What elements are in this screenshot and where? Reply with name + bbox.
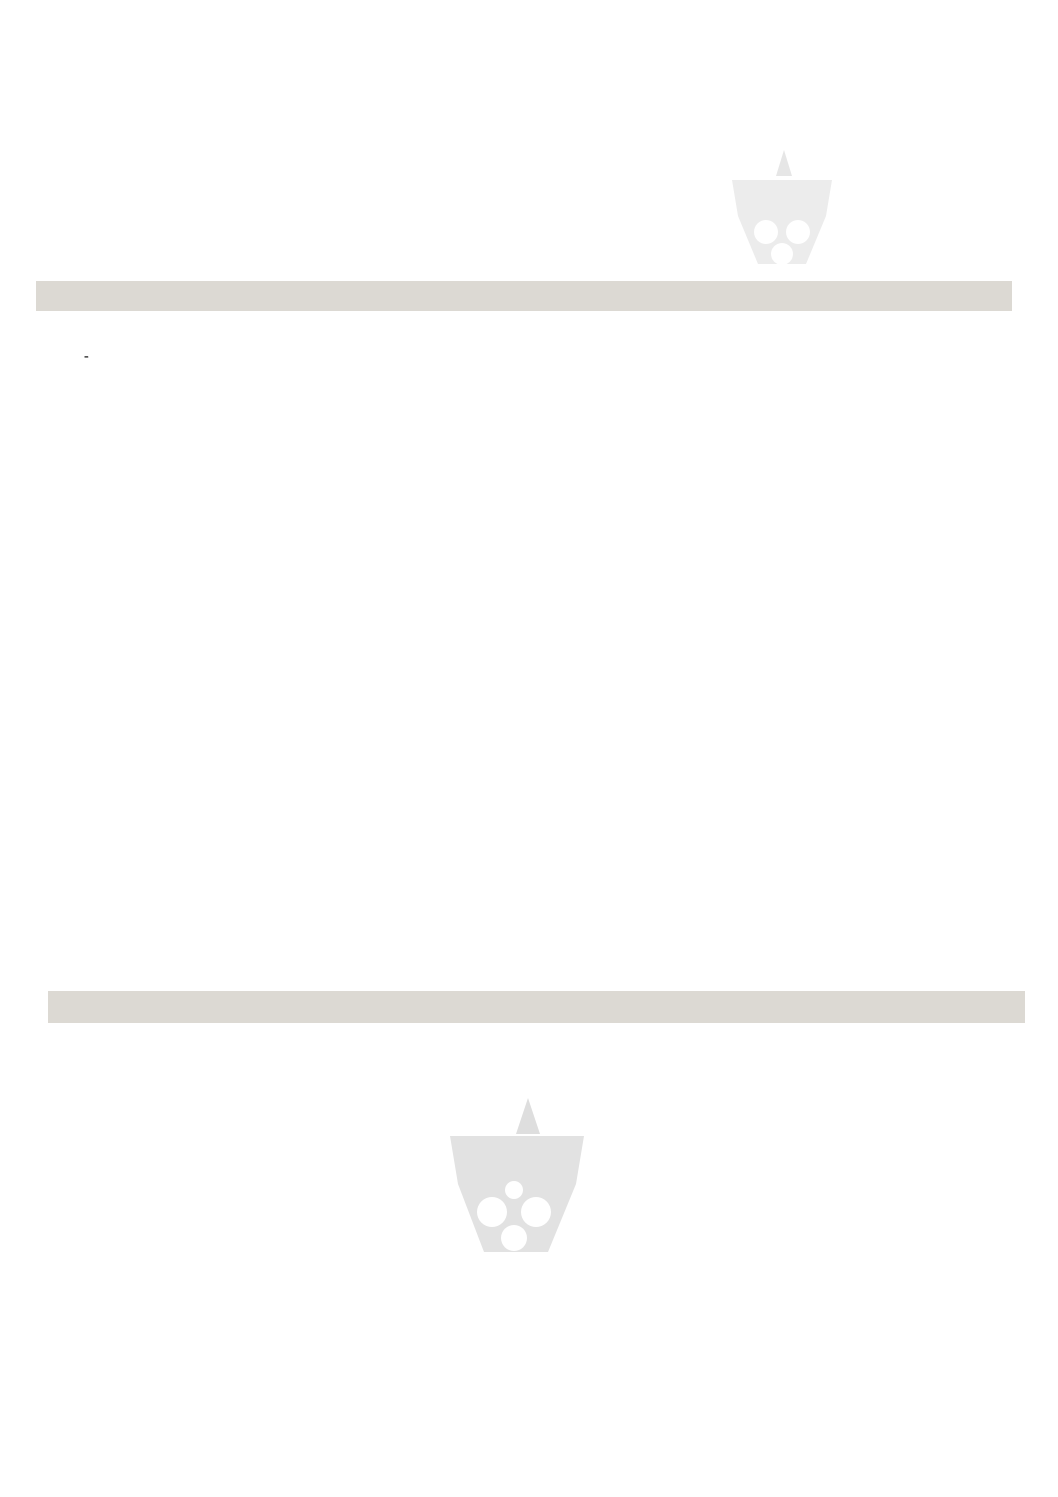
grape-logo-icon bbox=[722, 146, 842, 276]
editorial-heading bbox=[36, 281, 1012, 311]
group-heading bbox=[48, 991, 1025, 1023]
oco-logo-icon bbox=[436, 1092, 596, 1262]
bottles-banner-top bbox=[55, 163, 645, 238]
bottles-banner-bottom bbox=[75, 1403, 985, 1471]
